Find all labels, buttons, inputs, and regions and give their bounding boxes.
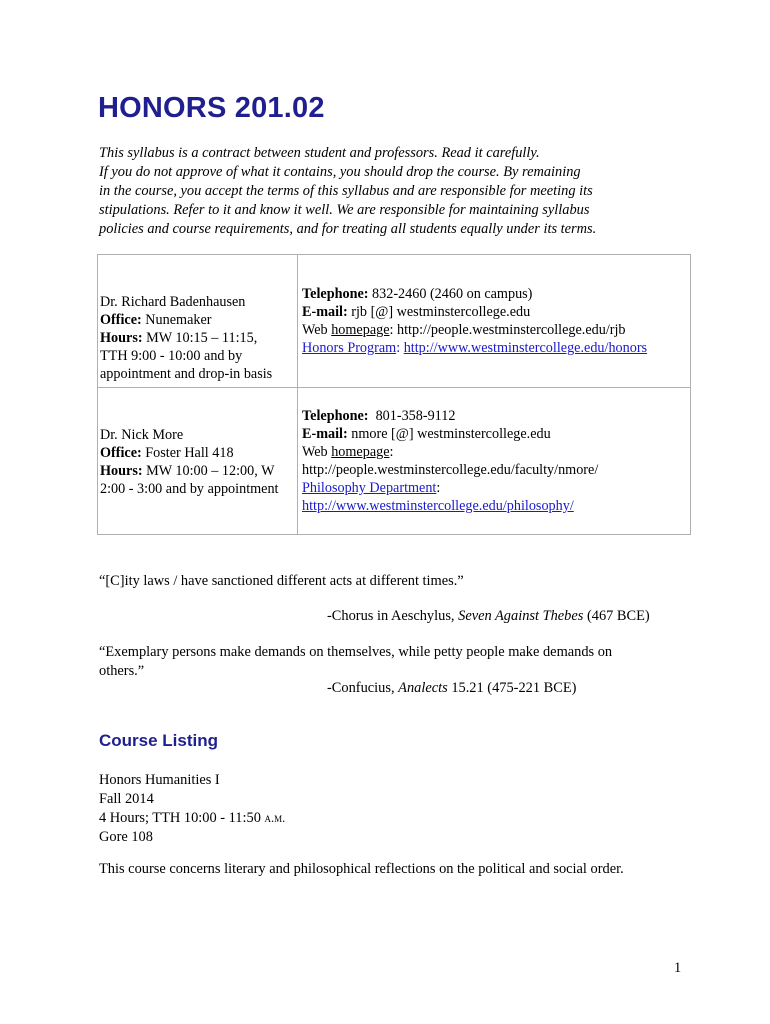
course-description: This course concerns literary and philosophical reflections on the political and social order. (99, 861, 624, 877)
intro-line: This syllabus is a contract between student and professors. Read it carefully. (99, 145, 540, 161)
table-row (98, 388, 691, 535)
instructor-web: Web homepage: (302, 444, 394, 460)
course-name: Honors Humanities I (99, 772, 220, 788)
instructor-web: Web homepage: http://people.westminstercollege.edu/rjb (302, 322, 626, 338)
document-title: HONORS 201.02 (98, 92, 325, 124)
instructor-contact-cell (298, 255, 691, 388)
quote-attribution: -Chorus in Aeschylus, Seven Against Thebes (467 BCE) (327, 608, 650, 624)
instructor-hours: Hours: MW 10:15 – 11:15, (100, 330, 258, 346)
course-room: Gore 108 (99, 829, 153, 845)
page-number: 1 (674, 960, 682, 976)
instructor-hours-cont: TTH 9:00 - 10:00 and by (100, 348, 243, 364)
homepage-url: http://people.westminstercollege.edu/faculty/nmore/ (302, 462, 599, 478)
instructor-office: Office: Foster Hall 418 (100, 445, 234, 461)
course-schedule: 4 Hours; TTH 10:00 - 11:50 a.m. (99, 810, 286, 826)
instructor-email: E-mail: nmore [@] westminstercollege.edu (302, 426, 551, 442)
section-heading: Course Listing (99, 731, 219, 750)
syllabus-intro (99, 144, 659, 239)
homepage-link[interactable]: homepage (331, 322, 390, 338)
table-row (98, 255, 691, 388)
instructor-hours-cont: appointment and drop-in basis (100, 366, 273, 382)
quote-attribution: -Confucius, Analects 15.21 (475-221 BCE) (327, 680, 577, 696)
instructor-hours: Hours: MW 10:00 – 12:00, W (100, 463, 275, 479)
instructor-office: Office: Nunemaker (100, 312, 212, 328)
instructor-telephone: Telephone: 801-358-9112 (302, 408, 456, 424)
quote-text: “[C]ity laws / have sanctioned different acts at different times.” (99, 573, 464, 589)
honors-program-link[interactable]: Honors Program (302, 340, 397, 356)
instructor-telephone: Telephone: 832-2460 (2460 on campus) (302, 286, 533, 302)
intro-line: If you do not approve of what it contains, you should drop the course. By remaining (99, 164, 581, 180)
instructor-info-cell (98, 255, 298, 388)
instructor-email: E-mail: rjb [@] westminstercollege.edu (302, 304, 531, 320)
program-link-line: Honors Program: http://www.westminstercollege.edu/honors (302, 340, 648, 356)
philosophy-department-link[interactable]: Philosophy Department (302, 480, 437, 496)
instructor-hours-cont: 2:00 - 3:00 and by appointment (100, 481, 279, 497)
philosophy-url-link[interactable]: http://www.westminstercollege.edu/philosophy/ (302, 498, 574, 514)
program-url-line (302, 497, 688, 515)
honors-url-link[interactable]: http://www.westminstercollege.edu/honors (403, 340, 648, 356)
intro-line: policies and course requirements, and for treating all students equally under its terms. (99, 221, 597, 237)
course-term: Fall 2014 (99, 791, 154, 807)
homepage-link[interactable]: homepage (331, 444, 390, 460)
intro-line: in the course, you accept the terms of this syllabus and are responsible for meeting its (99, 183, 593, 199)
instructor-contact-cell (298, 388, 691, 535)
quote-text: “Exemplary persons make demands on themselves, while petty people make demands on others.” (99, 644, 613, 679)
instructor-name: Dr. Nick More (100, 427, 184, 443)
program-link-line: Philosophy Department: (302, 480, 441, 496)
intro-line: stipulations. Refer to it and know it well. We are responsible for maintaining syllabus (99, 202, 590, 218)
instructor-contact-table (97, 254, 691, 535)
instructor-info-cell (98, 388, 298, 535)
course-listing (99, 771, 285, 847)
instructor-name: Dr. Richard Badenhausen (100, 294, 246, 310)
